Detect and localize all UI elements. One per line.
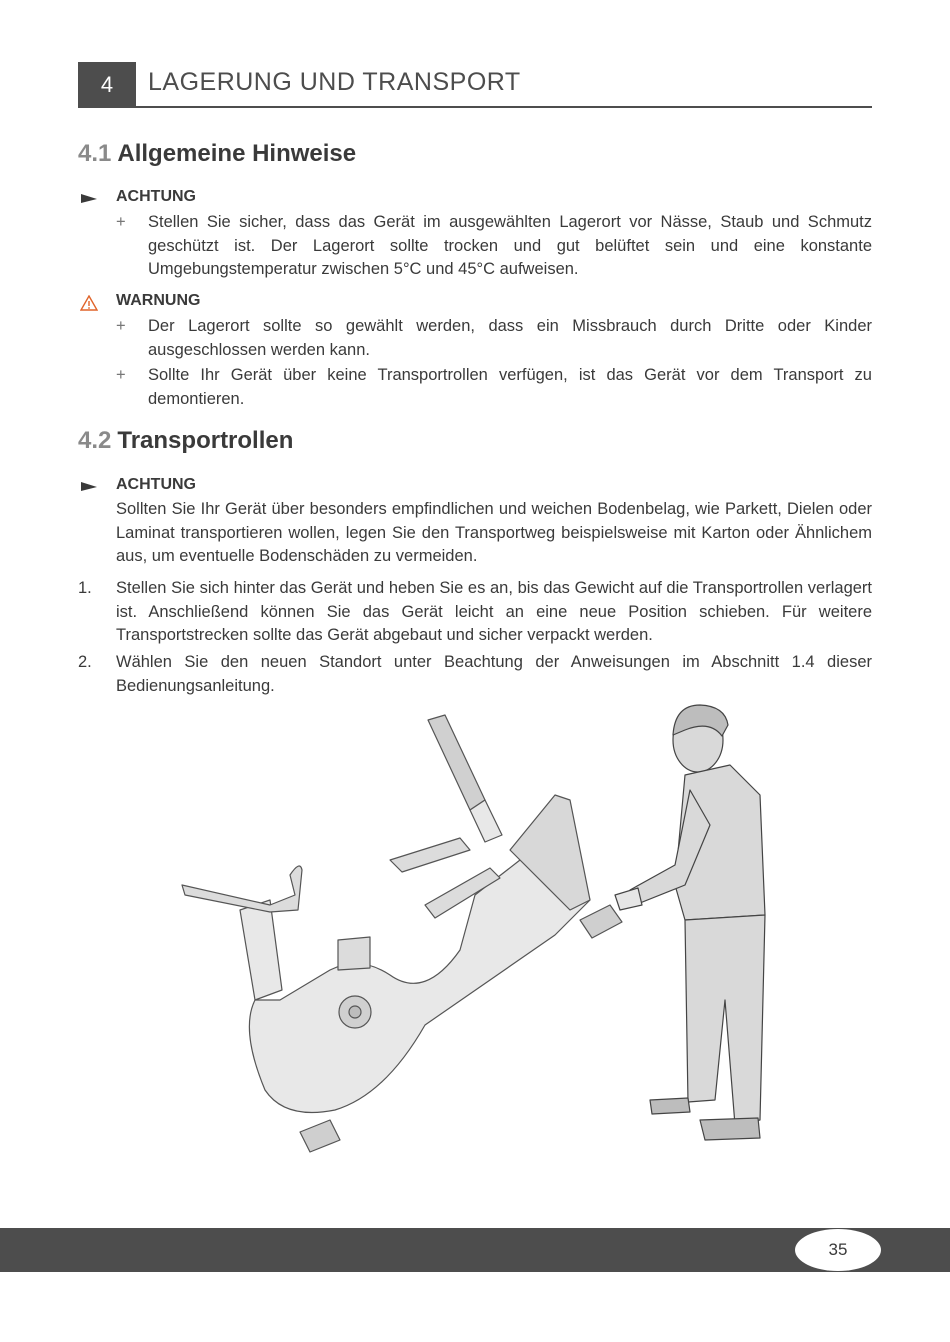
person-legs xyxy=(685,915,765,1125)
achtung-item xyxy=(116,211,872,282)
warnung-label: WARNUNG xyxy=(116,292,201,309)
handlebar-upper xyxy=(390,838,470,872)
chapter-rule xyxy=(136,106,872,108)
plus-bullet: + xyxy=(116,317,126,335)
section-heading-4-1 xyxy=(78,140,356,168)
person-hand xyxy=(615,888,642,910)
step-text: Stellen Sie sich hinter das Gerät und heben Sie es an, bis das Gewicht auf die Transportrollen verlagert ist. Anschließend können Sie das Gerät leicht an eine neue Position schieben. Für weitere Transportstrecken sollte das Gerät abgebaut und sicher verpackt werden. xyxy=(116,579,872,644)
arrow-right-icon xyxy=(80,191,98,207)
achtung-label: ACHTUNG xyxy=(116,476,196,493)
achtung-paragraph: Sollten Sie Ihr Gerät über besonders empfindlichen und weichen Bodenbelag, wie Parkett, Dielen oder Laminat transportieren wollen, legen Sie den Transportweg beispielsweise mit Karton oder Ähnlichem aus, um eventuelle Bodenschäden zu vermeiden. xyxy=(116,500,872,565)
chapter-header xyxy=(78,62,872,108)
bullet-text: Der Lagerort sollte so gewählt werden, dass ein Missbrauch durch Dritte oder Kinder ausgeschlossen werden kann. xyxy=(148,317,872,359)
step-item xyxy=(78,651,872,698)
section-number: 4.2 xyxy=(78,427,112,454)
pedal xyxy=(338,937,370,970)
step-number: 1. xyxy=(78,579,92,597)
section-title: Transportrollen xyxy=(117,427,294,454)
page-number: 35 xyxy=(795,1229,881,1271)
rear-wheel xyxy=(300,1120,340,1152)
bullet-text: Stellen Sie sicher, dass das Gerät im ausgewählten Lagerort vor Nässe, Staub und Schmutz geschützt ist. Der Lagerort sollte trocken und gut belüftet sein und eine konstante Umgebungstemperatur zwischen 5°C und 45°C aufweisen. xyxy=(148,213,872,278)
section-number: 4.1 xyxy=(78,140,112,167)
bullet-text: Sollte Ihr Gerät über keine Transportrollen verfügen, ist das Gerät vor dem Transport zu demontieren. xyxy=(148,366,872,408)
console-screen xyxy=(428,715,485,810)
transport-illustration xyxy=(170,700,790,1170)
warnung-item xyxy=(116,364,872,411)
section-heading-4-2 xyxy=(78,427,293,455)
warning-triangle-icon xyxy=(80,295,98,311)
chapter-number: 4 xyxy=(78,62,136,108)
person-shoe-right xyxy=(700,1118,760,1140)
section-title: Allgemeine Hinweise xyxy=(117,140,357,167)
side-handle xyxy=(182,866,302,912)
side-handle-post xyxy=(240,900,282,1000)
achtung-label: ACHTUNG xyxy=(116,188,196,205)
chapter-title: LAGERUNG UND TRANSPORT xyxy=(148,68,521,96)
step-item xyxy=(78,577,872,648)
step-text: Wählen Sie den neuen Standort unter Beachtung der Anweisungen im Abschnitt 1.4 dieser Bedienungsanleitung. xyxy=(116,653,872,695)
person-shoe-left xyxy=(650,1098,690,1114)
arrow-right-icon xyxy=(80,479,98,495)
plus-bullet: + xyxy=(116,213,126,231)
front-wheel xyxy=(580,905,622,938)
warnung-item xyxy=(116,315,872,362)
console-post xyxy=(470,800,502,842)
step-number: 2. xyxy=(78,653,92,671)
plus-bullet: + xyxy=(116,366,126,384)
